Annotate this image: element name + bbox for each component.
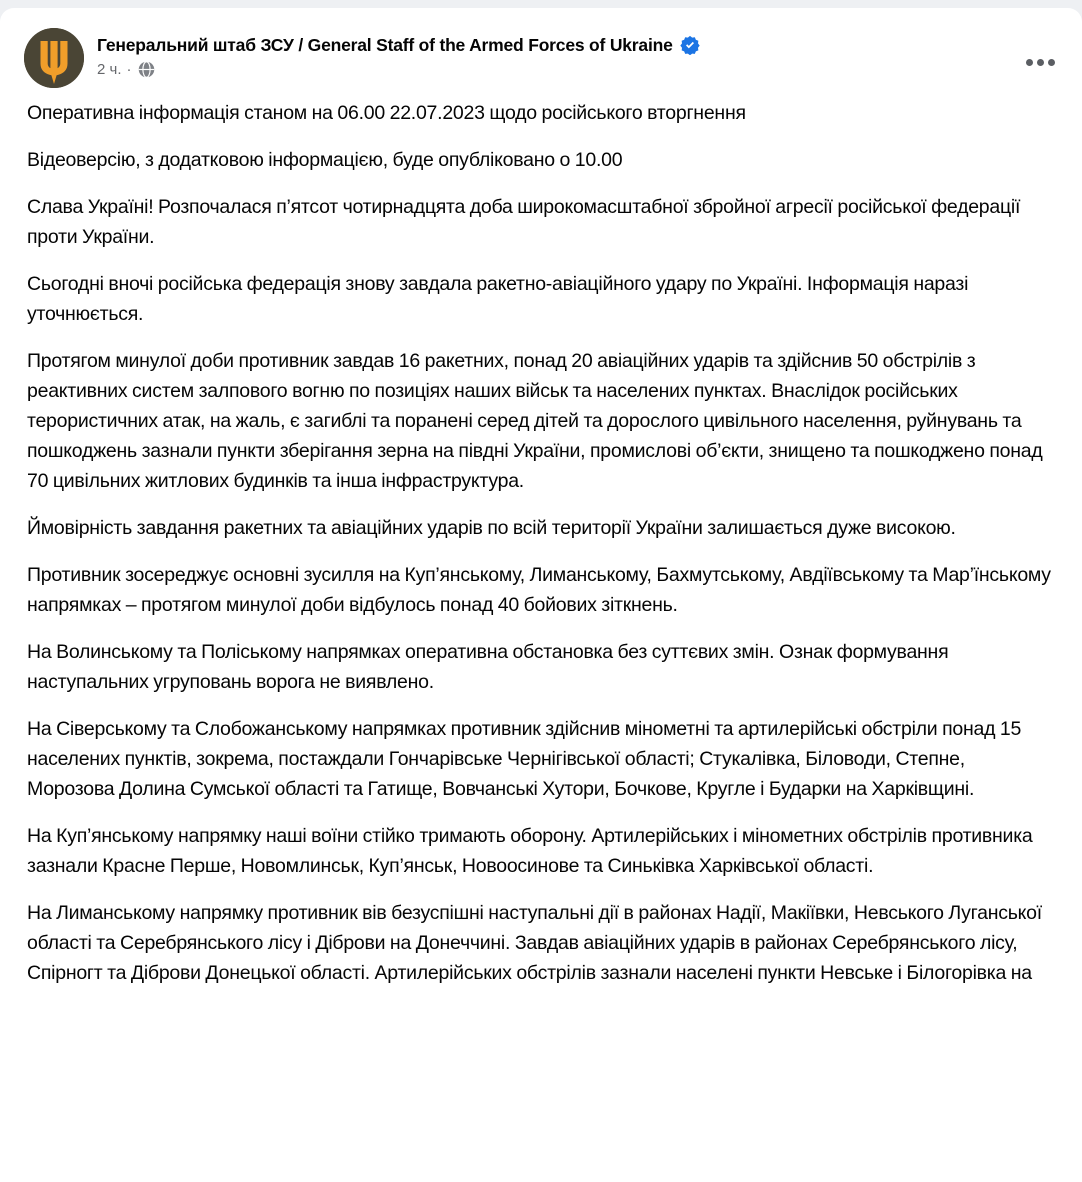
post-header-info — [97, 28, 1020, 79]
post-options-button[interactable] — [1020, 44, 1060, 80]
post-paragraph: Сьогодні вночі російська федерація знову завдала ракетно-авіаційного удару по Україні. Інформація наразі уточнюється. — [27, 273, 969, 325]
meta-separator: · — [126, 61, 132, 78]
post-paragraph: На Куп’янському напрямку наші воїни стійко тримають оборону. Артилерійських і мінометних обстрілів противника зазнали Красне Перше, Новомлинськ, Куп’янськ, Новоосинове та Синьківка Харківської області. — [27, 825, 1033, 877]
ellipsis-icon — [1048, 59, 1055, 66]
post-paragraph: На Лиманському напрямку противник вів безуспішні наступальні дії в районах Надії, Макіївки, Невського Луганської області та Серебрянського лісу і Діброви на Донеччині. Завдав авіаційних ударів в районах Серебрянського лісу, Спірногт та Діброви Донецької області. Артилерійських обстрілів зазнали населені пункти Невське і Білогорівка на — [27, 902, 1042, 984]
public-globe-icon — [138, 61, 155, 78]
post-paragraph: Протягом минулої доби противник завдав 16 ракетних, понад 20 авіаційних ударів та здійснив 50 обстрілів з реактивних систем залпового вогню по позиціях наших військ та населених пунктах. Внаслідок російських терористичних атак, на жаль, є загиблі та поранені серед дітей та дорослого цивільного населення, руйнувань та пошкоджень зазнали пункти зберігання зерна на півдні України, промислові об’єкти, знищено та пошкоджено понад 70 цивільних житлових будинків та інша інфраструктура. — [27, 350, 1043, 492]
ellipsis-icon — [1037, 59, 1044, 66]
post-timestamp[interactable]: 2 ч. — [97, 61, 122, 78]
post-paragraph: Противник зосереджує основні зусилля на Куп’янському, Лиманському, Бахмутському, Авдіївському та Мар’їнському напрямках – протягом минулої доби відбулось понад 40 бойових зіткнень. — [27, 564, 1051, 616]
post-paragraph: Слава Україні! Розпочалася п’ятсот чотирнадцята доба широкомасштабної збройної агресії російської федерації проти України. — [27, 196, 1021, 248]
page-name-link[interactable]: Генеральний штаб ЗСУ / General Staff of the Armed Forces of Ukraine — [97, 35, 673, 55]
post-paragraph: На Волинському та Поліському напрямках оперативна обстановка без суттєвих змін. Ознак формування наступальних угруповань ворога не виявлено. — [27, 641, 949, 693]
post-paragraph: На Сіверському та Слобожанському напрямках противник здійснив мінометні та артилерійські обстріли понад 15 населених пунктів, зокрема, постаждали Гончарівське Чернігівської області; Стукалівка, Біловоди, Степне, Морозова Долина Сумської області та Гатище, Вовчанські Хутори, Бочкове, Кругле і Бударки на Харківщині. — [27, 718, 1022, 800]
verified-badge-icon — [680, 35, 700, 55]
post-paragraph: Ймовірність завдання ракетних та авіаційних ударів по всій території України залишається дуже високою. — [27, 517, 956, 539]
post-paragraph: Оперативна інформація станом на 06.00 22.07.2023 щодо російського вторгнення — [27, 102, 746, 124]
page-avatar[interactable] — [24, 28, 84, 88]
post-body — [0, 92, 1082, 1025]
facebook-post-card — [0, 8, 1082, 1182]
post-meta — [97, 60, 1020, 79]
page-background — [0, 8, 1082, 1182]
ellipsis-icon — [1026, 59, 1033, 66]
post-paragraph: Відеоверсію, з додатковою інформацією, буде опубліковано о 10.00 — [27, 149, 623, 171]
trident-emblem-icon — [24, 28, 84, 88]
page-name-row — [97, 34, 1020, 56]
post-header — [0, 8, 1082, 92]
